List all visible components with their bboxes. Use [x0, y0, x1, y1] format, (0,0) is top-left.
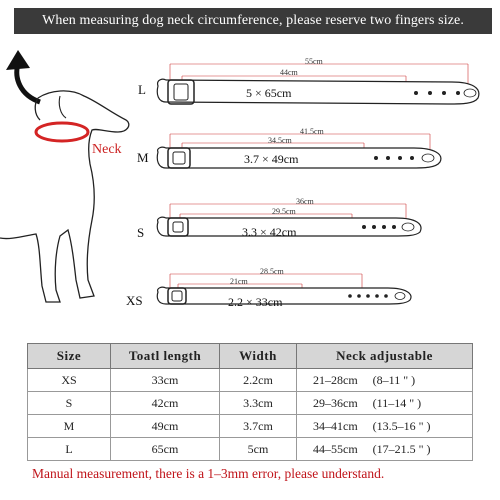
collar-m-total-length: 41.5cm	[300, 127, 324, 136]
cell-total-length: 65cm	[111, 438, 220, 461]
cell-width: 3.3cm	[220, 392, 297, 415]
collar-s-adjustable-length: 29.5cm	[272, 207, 296, 216]
table-row	[28, 415, 473, 438]
cell-width: 2.2cm	[220, 369, 297, 392]
table-row	[28, 438, 473, 461]
cell-neck-adjustable: 44–55cm (17–21.5 " )	[297, 438, 473, 461]
header-neck-adjustable: Neck adjustable	[297, 344, 473, 369]
arrow-head-icon	[6, 50, 30, 70]
size-letter-m: M	[137, 150, 149, 165]
cell-total-length: 49cm	[111, 415, 220, 438]
table-row	[28, 369, 473, 392]
collar-l-spec: 5 × 65cm	[246, 86, 292, 100]
header-total-length: Toatl length	[111, 344, 220, 369]
collar-l-total-length: 55cm	[305, 57, 323, 66]
collar-l-adjustable-length: 44cm	[280, 68, 298, 77]
size-letter-s: S	[137, 225, 145, 240]
cell-neck-adjustable: 34–41cm (13.5–16 " )	[297, 415, 473, 438]
collar-xs-spec: 2.2 × 33cm	[228, 295, 283, 309]
cell-total-length: 42cm	[111, 392, 220, 415]
size-table	[27, 343, 473, 461]
collar-xs	[152, 266, 422, 316]
table-header-row	[28, 344, 473, 369]
header-size: Size	[28, 344, 111, 369]
cell-size: M	[28, 415, 111, 438]
cell-width: 5cm	[220, 438, 297, 461]
table-row	[28, 392, 473, 415]
cell-total-length: 33cm	[111, 369, 220, 392]
curved-arrow-icon	[17, 64, 40, 102]
neck-collar-highlight	[36, 123, 88, 141]
collar-m-spec: 3.7 × 49cm	[244, 152, 299, 166]
cell-width: 3.7cm	[220, 415, 297, 438]
measurement-disclaimer: Manual measurement, there is a 1–3mm error, please understand.	[32, 466, 385, 481]
cell-neck-adjustable: 21–28cm (8–11 " )	[297, 369, 473, 392]
size-letter-xs: XS	[126, 293, 143, 308]
header-width: Width	[220, 344, 297, 369]
collar-xs-total-length: 28.5cm	[260, 267, 284, 276]
neck-label: Neck	[92, 142, 122, 157]
dog-illustration	[0, 40, 140, 310]
cell-size: L	[28, 438, 111, 461]
collar-s-total-length: 36cm	[296, 197, 314, 206]
instruction-banner: When measuring dog neck circumference, please reserve two fingers size.	[14, 8, 492, 34]
collar-s-spec: 3.3 × 42cm	[242, 225, 297, 239]
cell-size: S	[28, 392, 111, 415]
collar-m-adjustable-length: 34.5cm	[268, 136, 292, 145]
cell-neck-adjustable: 29–36cm (11–14 " )	[297, 392, 473, 415]
collar-xs-adjustable-length: 21cm	[230, 277, 248, 286]
size-letter-l: L	[138, 82, 146, 97]
cell-size: XS	[28, 369, 111, 392]
